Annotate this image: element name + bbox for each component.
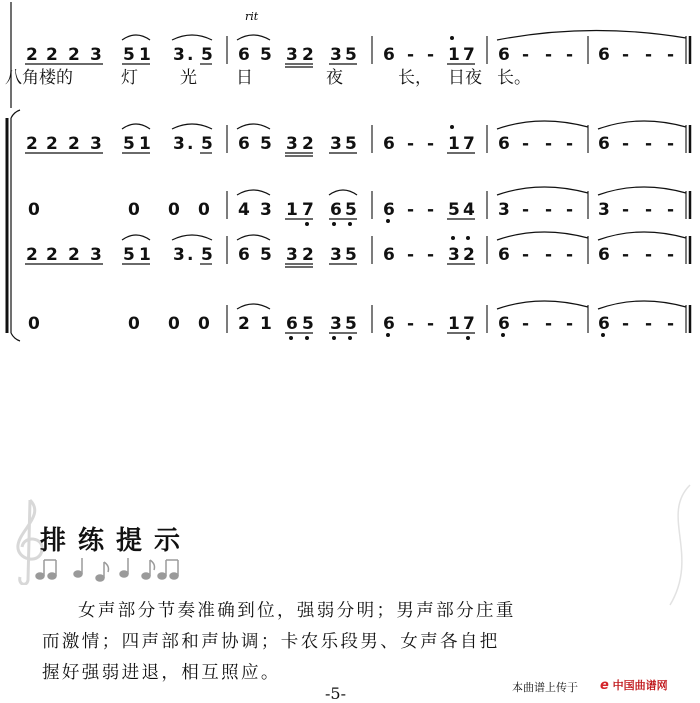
svg-text:6: 6 — [238, 134, 250, 154]
svg-text:-: - — [545, 245, 553, 265]
svg-text:-: - — [566, 200, 574, 220]
svg-text:7: 7 — [463, 314, 475, 334]
tips-body — [42, 596, 642, 689]
svg-text:2: 2 — [302, 245, 314, 265]
svg-text:1: 1 — [260, 314, 272, 334]
lyrics-line — [5, 68, 531, 88]
svg-text:6: 6 — [598, 314, 610, 334]
svg-text:0: 0 — [128, 314, 140, 334]
svg-text:-: - — [622, 314, 630, 334]
svg-text:3: 3 — [330, 45, 342, 65]
svg-text:-: - — [667, 314, 675, 334]
svg-text:5: 5 — [302, 314, 314, 334]
svg-text:7: 7 — [463, 45, 475, 65]
svg-text:2: 2 — [46, 134, 58, 154]
svg-text:.: . — [187, 45, 194, 65]
svg-text:2: 2 — [463, 245, 475, 265]
svg-text:5: 5 — [345, 314, 357, 334]
svg-text:1: 1 — [139, 134, 151, 154]
svg-text:6: 6 — [598, 245, 610, 265]
voice1-staff — [26, 134, 674, 154]
svg-text:6: 6 — [383, 314, 395, 334]
svg-text:1: 1 — [139, 45, 151, 65]
svg-text:4: 4 — [463, 200, 475, 220]
svg-text:5: 5 — [123, 45, 135, 65]
svg-text:2: 2 — [26, 45, 38, 65]
svg-text:-: - — [522, 45, 530, 65]
svg-text:5: 5 — [260, 45, 272, 65]
svg-text:2: 2 — [302, 134, 314, 154]
svg-text:1: 1 — [448, 314, 460, 334]
svg-text:0: 0 — [168, 200, 180, 220]
svg-text:-: - — [645, 45, 653, 65]
svg-text:2: 2 — [68, 45, 80, 65]
svg-text:-: - — [667, 245, 675, 265]
svg-text:1: 1 — [448, 45, 460, 65]
svg-text:3: 3 — [90, 134, 102, 154]
svg-text:-: - — [407, 245, 415, 265]
svg-text:0: 0 — [128, 200, 140, 220]
svg-text:6: 6 — [498, 245, 510, 265]
svg-text:6: 6 — [598, 134, 610, 154]
svg-text:-: - — [622, 200, 630, 220]
svg-text:0: 0 — [28, 314, 40, 334]
tips-line: 握好强弱进退，相互照应。 — [42, 663, 281, 683]
page-number: -5- — [325, 684, 346, 703]
svg-text:2: 2 — [68, 134, 80, 154]
svg-text:2: 2 — [302, 45, 314, 65]
svg-text:6: 6 — [598, 45, 610, 65]
svg-text:6: 6 — [498, 134, 510, 154]
svg-text:光: 光 — [180, 68, 197, 88]
svg-text:3: 3 — [173, 45, 185, 65]
tempo-mark: rit — [245, 10, 259, 23]
svg-text:.: . — [187, 134, 194, 154]
tips-line: 女声部分节奏准确到位，强弱分明；男声部分庄重 — [78, 601, 516, 621]
svg-text:-: - — [522, 245, 530, 265]
svg-text:3: 3 — [173, 134, 185, 154]
svg-text:-: - — [667, 200, 675, 220]
svg-text:6: 6 — [383, 245, 395, 265]
svg-text:7: 7 — [463, 134, 475, 154]
svg-text:-: - — [566, 314, 574, 334]
svg-text:3: 3 — [260, 200, 272, 220]
svg-text:-: - — [645, 134, 653, 154]
logo-text: 中国曲谱网 — [612, 679, 668, 692]
svg-text:3: 3 — [90, 245, 102, 265]
svg-text:6: 6 — [383, 134, 395, 154]
svg-text:-: - — [566, 134, 574, 154]
voice2-staff — [28, 200, 674, 220]
svg-text:3: 3 — [598, 200, 610, 220]
svg-text:-: - — [622, 45, 630, 65]
svg-text:-: - — [407, 314, 415, 334]
svg-text:6: 6 — [383, 200, 395, 220]
svg-text:3: 3 — [330, 314, 342, 334]
svg-text:-: - — [545, 134, 553, 154]
svg-text:-: - — [407, 45, 415, 65]
melody-staff — [26, 45, 674, 65]
voice3-staff — [26, 245, 674, 265]
svg-text:2: 2 — [238, 314, 250, 334]
svg-text:6: 6 — [383, 45, 395, 65]
svg-text:5: 5 — [123, 134, 135, 154]
svg-text:2: 2 — [26, 245, 38, 265]
svg-text:6: 6 — [238, 245, 250, 265]
svg-text:0: 0 — [28, 200, 40, 220]
svg-text:-: - — [645, 245, 653, 265]
svg-text:-: - — [645, 314, 653, 334]
svg-text:5: 5 — [345, 245, 357, 265]
music-notes-icon — [34, 556, 184, 582]
svg-text:长，: 长， — [398, 68, 432, 88]
svg-text:5: 5 — [123, 245, 135, 265]
svg-text:6: 6 — [498, 314, 510, 334]
svg-text:-: - — [545, 45, 553, 65]
svg-text:-: - — [566, 245, 574, 265]
logo-mark: e — [600, 678, 609, 693]
svg-text:6: 6 — [330, 200, 342, 220]
svg-text:1: 1 — [139, 245, 151, 265]
svg-text:5: 5 — [201, 245, 213, 265]
svg-text:0: 0 — [168, 314, 180, 334]
svg-text:0: 0 — [198, 314, 210, 334]
site-logo[interactable] — [600, 677, 668, 693]
svg-text:八角楼的: 八角楼的 — [5, 68, 73, 88]
svg-text:5: 5 — [260, 245, 272, 265]
svg-text:1: 1 — [286, 200, 298, 220]
svg-text:5: 5 — [260, 134, 272, 154]
svg-text:3: 3 — [286, 134, 298, 154]
svg-text:-: - — [645, 200, 653, 220]
svg-text:.: . — [187, 245, 194, 265]
upload-credit: 本曲谱上传于 — [512, 681, 578, 694]
svg-text:-: - — [622, 245, 630, 265]
svg-text:-: - — [622, 134, 630, 154]
svg-text:-: - — [407, 134, 415, 154]
svg-text:3: 3 — [330, 245, 342, 265]
svg-text:1: 1 — [448, 134, 460, 154]
svg-text:5: 5 — [345, 134, 357, 154]
svg-text:5: 5 — [201, 45, 213, 65]
svg-text:-: - — [667, 45, 675, 65]
svg-text:-: - — [522, 200, 530, 220]
svg-text:-: - — [545, 200, 553, 220]
decorative-swirl — [640, 475, 700, 615]
svg-text:2: 2 — [26, 134, 38, 154]
svg-text:夜: 夜 — [326, 68, 343, 88]
svg-text:-: - — [522, 314, 530, 334]
svg-text:7: 7 — [302, 200, 314, 220]
svg-text:-: - — [427, 200, 435, 220]
svg-text:5: 5 — [448, 200, 460, 220]
voice4-staff — [28, 314, 674, 334]
svg-text:-: - — [407, 200, 415, 220]
svg-text:2: 2 — [68, 245, 80, 265]
svg-text:5: 5 — [201, 134, 213, 154]
svg-text:灯: 灯 — [121, 68, 138, 88]
svg-text:6: 6 — [238, 45, 250, 65]
svg-text:-: - — [427, 134, 435, 154]
svg-text:3: 3 — [90, 45, 102, 65]
svg-text:3: 3 — [498, 200, 510, 220]
svg-text:日夜: 日夜 — [448, 68, 482, 88]
tips-title: 排练提示 — [40, 526, 193, 556]
svg-text:4: 4 — [238, 200, 250, 220]
svg-text:日: 日 — [236, 68, 253, 88]
svg-text:-: - — [566, 45, 574, 65]
svg-text:5: 5 — [345, 45, 357, 65]
svg-text:6: 6 — [498, 45, 510, 65]
svg-text:长。: 长。 — [497, 68, 531, 88]
svg-text:3: 3 — [286, 245, 298, 265]
svg-text:0: 0 — [198, 200, 210, 220]
svg-text:-: - — [427, 245, 435, 265]
svg-text:5: 5 — [345, 200, 357, 220]
svg-text:-: - — [427, 314, 435, 334]
svg-text:-: - — [545, 314, 553, 334]
svg-text:-: - — [522, 134, 530, 154]
svg-text:-: - — [667, 134, 675, 154]
svg-text:2: 2 — [46, 245, 58, 265]
svg-text:3: 3 — [286, 45, 298, 65]
svg-text:3: 3 — [330, 134, 342, 154]
svg-text:3: 3 — [173, 245, 185, 265]
svg-text:2: 2 — [46, 45, 58, 65]
svg-text:3: 3 — [448, 245, 460, 265]
svg-text:6: 6 — [286, 314, 298, 334]
svg-text:-: - — [427, 45, 435, 65]
tips-line: 而激情；四声部和声协调；卡农乐段男、女声各自把 — [42, 632, 500, 652]
